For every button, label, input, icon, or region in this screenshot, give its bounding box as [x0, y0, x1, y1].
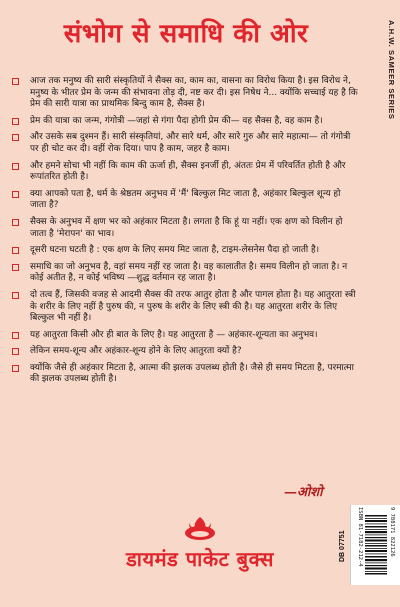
item-text: यह आतुरता किसी और ही बात के लिए है। यह आतुरता है — अहंकार-शून्यता का अनुभव।	[30, 329, 318, 340]
square-bullet-icon	[12, 78, 19, 85]
author-signature: —ओशो	[284, 485, 323, 500]
square-bullet-icon	[12, 247, 19, 254]
square-bullet-icon	[12, 134, 19, 141]
square-bullet-icon	[12, 118, 19, 125]
list-item	[12, 363, 358, 386]
item-text: और हमने सोचा भी नहीं कि काम की ऊर्जा ही, सैक्स इनर्जी ही, अंततः प्रेम में परिवर्तित होती है और रूपांतरित होती है।	[30, 160, 346, 183]
list-item	[12, 330, 358, 342]
square-bullet-icon	[12, 264, 19, 271]
item-text: प्रेम की यात्रा का जन्म, गंगोत्री —जहां से गंगा पैदा होगी प्रेम की— वह सैक्स है, वह काम है।	[30, 115, 323, 126]
series-spine-text: A.H.W. SAMEER SERIES	[387, 20, 396, 120]
item-text: समाधि का जो अनुभव है, वहां समय नहीं रह जाता है। वह कालातीत है। समय विलीन हो जाता है। न कोई अतीत है, न कोई भविष्य —शुद्ध वर्तमान रह जाता है।	[30, 261, 348, 284]
diamond-books-logo-icon	[183, 513, 217, 541]
isbn-label: ISBN 81-7182-212-4	[357, 507, 363, 567]
isbn-digits: 9 788171 822126	[389, 507, 395, 557]
list-item	[12, 161, 358, 184]
square-bullet-icon	[12, 191, 19, 198]
quote-list	[12, 76, 358, 391]
list-item	[12, 189, 358, 212]
item-text: क्योंकि जैसे ही अहंकार मिटता है, आत्मा की झलक उपलब्ध होती है। जैसे ही समय मिटता है, परमात्मा की झलक उपलब्ध होती है।	[30, 362, 354, 385]
item-text: क्या आपको पता है, धर्म के श्रेष्ठतम अनुभव में 'मैं' बिल्कुल मिट जाता है, अहंकार बिल्कुल शून्य हो जाता है?	[30, 188, 341, 211]
book-title: संभोग से समाधि की ओर	[63, 19, 309, 49]
list-item	[12, 346, 358, 358]
square-bullet-icon	[12, 365, 19, 372]
barcode-icon	[365, 515, 387, 575]
list-item	[12, 132, 358, 155]
list-item	[12, 245, 358, 257]
item-text: सैक्स के अनुभव में क्षण भर को अहंकार मिटता है। लगता है कि हूं या नहीं। एक क्षण को विलीन हो जाता है 'मेरापन' का भाव।	[30, 216, 343, 239]
item-text: दूसरी घटना घटती है : एक क्षण के लिए समय मिट जाता है, टाइम-लेसनेस पैदा हो जाती है।	[30, 245, 320, 256]
item-text: लेकिन समय-शून्य और अहंकार-शून्य होने के लिए आतुरता क्यों है?	[30, 346, 242, 357]
square-bullet-icon	[12, 332, 19, 339]
square-bullet-icon	[12, 163, 19, 170]
list-item	[12, 76, 358, 111]
list-item	[12, 290, 358, 325]
barcode-block	[350, 505, 400, 585]
list-item	[12, 217, 358, 240]
item-text: आज तक मनुष्य की सारी संस्कृतियों ने सैक्स का, काम का, वासना का विरोध किया है। इस विरोध ने, मनुष्य के भीतर प्रेम के जन्म की संभावना तोड़ दी, नष्ट कर दी। इस निषेध ने... क्योंकि सच्चाई यह है कि प्रेम की सारी यात्रा का प्राथमिक बिन्दु काम है, सैक्स है।	[30, 76, 358, 110]
book-code: DB 07751	[339, 530, 346, 562]
item-text: और उसके सब दुश्मन हैं। सारी संस्कृतियां, और सारे धर्म, और सारे गुरु और सारे महात्मा— तो गंगोत्री पर ही चोट कर दी। वहीं रोक दिया। पाप है काम, जहर है काम।	[30, 132, 351, 154]
list-item	[12, 262, 358, 285]
square-bullet-icon	[12, 292, 19, 299]
list-item	[12, 116, 358, 128]
publisher-name: डायमंड पाकेट बुक्स	[126, 547, 274, 571]
item-text: दो तत्व हैं, जिसकी वजह से आदमी सैक्स की तरफ आतुर होता है और पागल होता है। यह आतुरता स्त्री के शरीर के लिए नहीं है पुरुष की, न पुरुष के शरीर के लिए स्त्री की है। यह आतुरता शरीर के लिए बिल्कुल भी नहीं है।	[30, 289, 356, 324]
square-bullet-icon	[12, 348, 19, 355]
square-bullet-icon	[12, 219, 19, 226]
